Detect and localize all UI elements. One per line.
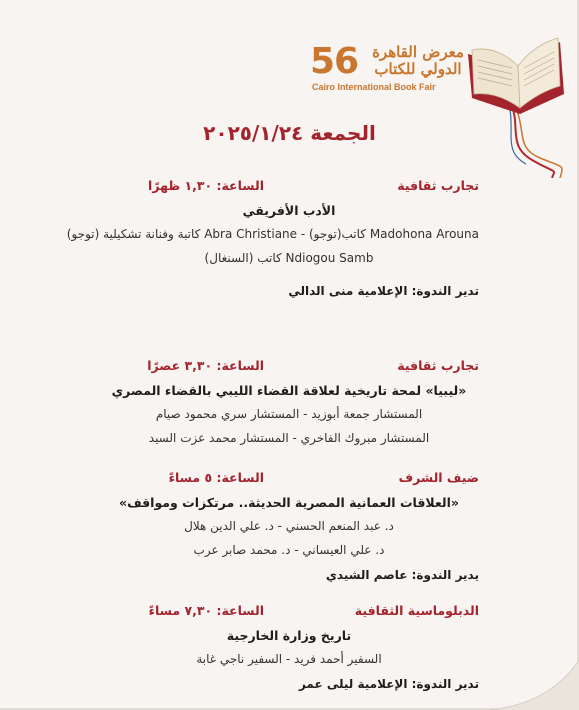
logo-english-text: Cairo International Book Fair: [312, 82, 436, 92]
session-time: الساعة: ٣,٣٠ عصرًا: [147, 358, 264, 373]
speakers-line: المستشار مبروك الفاخري - المستشار محمد عزت السيد: [148, 431, 430, 445]
session-moderator: تدير الندوة: الإعلامية ليلى عمر: [298, 677, 479, 691]
session-topic: تاريخ وزارة الخارجية: [226, 628, 352, 643]
session-time: الساعة: ٥ مساءً: [168, 470, 264, 485]
speakers-line: المستشار جمعة أبوزيد - المستشار سري محمود صيام: [155, 407, 423, 421]
speakers-line: Ndiogou Samb كاتب (السنغال): [204, 251, 374, 265]
session-category: ضيف الشرف: [398, 470, 479, 485]
session-category: تجارب ثقافية: [397, 178, 479, 193]
speakers-line: السفير أحمد فريد - السفير ناجي غابة: [196, 652, 382, 666]
session-topic: الأدب الأفريقي: [242, 203, 336, 218]
date-heading: الجمعة ٢٠٢٥/١/٢٤: [203, 121, 376, 145]
session-topic: «ليبيا» لمحة تاريخية لعلاقة القضاء الليبي بالقضاء المصري: [111, 383, 467, 398]
speakers-line: Madohona Arouna كاتب(توجو) - Abra Christiane كاتبة وفنانة تشكيلية (توجو): [66, 227, 479, 241]
session-1: [66, 178, 479, 302]
session-3: [99, 470, 479, 586]
page-corner-curl: [489, 660, 579, 710]
speakers-line: د. عبد المنعم الحسني - د. علي الدين هلال: [184, 519, 394, 533]
session-moderator: يدير الندوة: عاصم الشيدي: [325, 568, 479, 582]
session-time: الساعة: ١,٣٠ ظهرًا: [148, 178, 264, 193]
session-4: [99, 603, 479, 695]
book-fair-logo: [310, 42, 470, 102]
logo-number: 56: [310, 41, 359, 82]
session-time: الساعة: ٧,٣٠ مساءً: [148, 603, 264, 618]
session-moderator: تدير الندوة: الإعلامية منى الدالي: [288, 284, 479, 298]
session-category: الدبلوماسية الثقافية: [354, 603, 479, 618]
session-topic: «العلاقات العمانية المصرية الحديثة.. مرتكزات ومواقف»: [119, 495, 459, 510]
open-book-icon: [460, 28, 578, 178]
session-2: [99, 358, 479, 450]
session-category: تجارب ثقافية: [397, 358, 479, 373]
logo-arabic-text: معرض القاهرة الدولي للكتاب: [372, 43, 464, 78]
speakers-line: د. علي العيساني - د. محمد صابر عرب: [193, 543, 385, 557]
